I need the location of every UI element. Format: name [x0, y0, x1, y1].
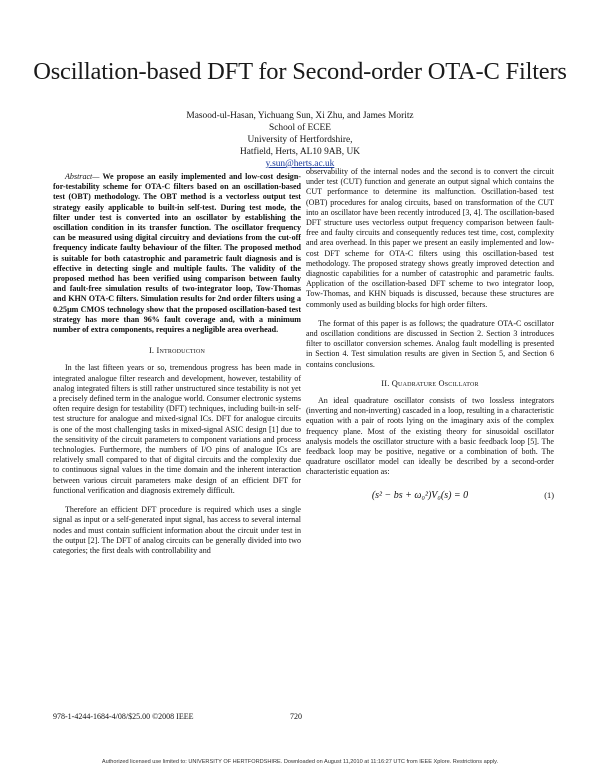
author-email-link[interactable]: y.sun@herts.ac.uk [265, 159, 335, 169]
author-university: University of Hertfordshire, [247, 135, 353, 145]
paper-title: Oscillation-based DFT for Second-order OTA-C Filters [33, 58, 567, 85]
author-names: Masood-ul-Hasan, Yichuang Sun, Xi Zhu, and James Moritz [186, 111, 414, 121]
page-number: 720 [290, 712, 302, 721]
intro-paragraph-2: Therefore an efficient DFT procedure is required which uses a single signal as input or a self-generated input signal, has access to several internal nodes and must contain sufficient information about the circuit under test in the output [2]. The DFT of analog circuits can be generally divided into two categories; the first deals with controllability and [53, 505, 301, 555]
abstract-text: We propose an easily implemented and low-cost design-for-testability scheme for OTA-C filters based on an oscillation-based test (OBT) methodology. The OBT method is a vectorless output test strategy easily applicable to built-in self-test. During test mode, the filter under test is converted into an oscillator by establishing the oscillation condition in its transfer function. The oscillator frequency can be measured using digital circuitry and deviations from the cut-off frequency indicate faulty behaviour of the filter. The proposed method is suitable for both catastrophic and parametric fault diagnosis and is effective in detecting single and multiple faults. The validity of the proposed method has been verified using comparison between faulty and fault-free simulation results of two-integrator loop, Tow-Thomas and KHN OTA-C filters. Simulation results for 2nd order filters using a 0.25μm CMOS technology show that the proposed oscillation-based test strategy has more than 96% fault coverage and, with a minimum number of extra components, requires a negligible area overhead. [53, 172, 301, 335]
equation-1 [306, 487, 554, 505]
left-column [53, 172, 301, 565]
license-notice: Authorized licensed use limited to: UNIVERSITY OF HERTFORDSHIRE. Downloaded on August 11,2010 at 11:16:27 UTC from IEEE Xplore. Restrictions apply. [101, 759, 499, 765]
section-heading-introduction: I. Introduction [148, 346, 206, 356]
equation-number: (1) [544, 490, 554, 500]
author-block [0, 110, 600, 170]
right-paragraph-1: observability of the internal nodes and the second is to convert the circuit under test (CUT) function and generate an output signal which contains the CUT performance to determine its malfunction. Oscillation-based test (OBT) procedures for analog circuits, based on transformation of the CUT into an oscillator have been recently introduced [3, 4]. The oscillation-based DFT structure uses vectorless output frequency comparison between fault-free and faulty circuits and consequently reduces test time, cost, complexity and area overhead. In this paper we present an easily implemented and low-cost DFT scheme for OTA-C filters using this oscillation-based test methodology. The proposed strategy shows greatly improved detection and diagnostic capabilities for a number of catastrophic and parametric faults. Application of the oscillation-based DFT scheme to two integrator loop, Tow-Thomas, and KHN biquads is discussed, because these structures are commonly used as building blocks for high order filters. [306, 167, 554, 309]
author-school: School of ECEE [269, 123, 331, 133]
right-paragraph-2: The format of this paper is as follows; the quadrature OTA-C oscillator and oscillation conditions are discussed in Section 2. Section 3 introduces filter to oscillator conversion schemes. Analog fault modelling is presented in Section 4. Test simulation results are given in Section 5, and Section 6 contains conclusions. [306, 318, 554, 369]
author-address: Hatfield, Herts, AL10 9AB, UK [239, 147, 361, 157]
right-column [306, 167, 554, 505]
section-heading-quadrature-oscillator: II. Quadrature Oscillator [381, 378, 479, 388]
footer-isbn: 978-1-4244-1684-4/08/$25.00 ©2008 IEEE [53, 712, 194, 721]
oscillator-paragraph-1: An ideal quadrature oscillator consists of two lossless integrators (inverting and non-inverting) cascaded in a loop, resulting in a characteristic equation with a pair of roots lying on the imaginary axis of the complex frequency plane. Most of the existing theory for sinusoidal oscillator analysis models the oscillator structure with a basic feedback loop [5]. The feedback loop may be positive, negative or a combination of both. The quadrature oscillator model can ideally be described by a second-order characteristic equation as: [306, 396, 554, 477]
abstract [53, 172, 301, 335]
abstract-label: Abstract— [65, 172, 100, 181]
equation-body: (s² − bs + ω₀²)V₀(s) = 0 [371, 489, 469, 501]
intro-paragraph-1: In the last fifteen years or so, tremendous progress has been made in integrated analogue filter research and development, however, testability of analog integrated filters is still rather unstructured since testability is not yet a precisely defined term in the analogue world. Consumer electronic systems often require design for testability (DFT) techniques, including built-in self-test structure for analogue and mixed-signal ICs. DFT for analogue circuits is one of the most challenging tasks in mixed-signal ASIC design [1] due to the sensitivity of the circuit parameters to component variations and process technologies. Furthermore, the numbers of I/O pins of analogue ICs are relatively small compared to that of digital circuits and the complexity due to continuous signal values in the time domain and the inherent interaction between various circuit parameters make design of an efficient DFT for functional verification and diagnosis extremely difficult. [53, 363, 301, 495]
